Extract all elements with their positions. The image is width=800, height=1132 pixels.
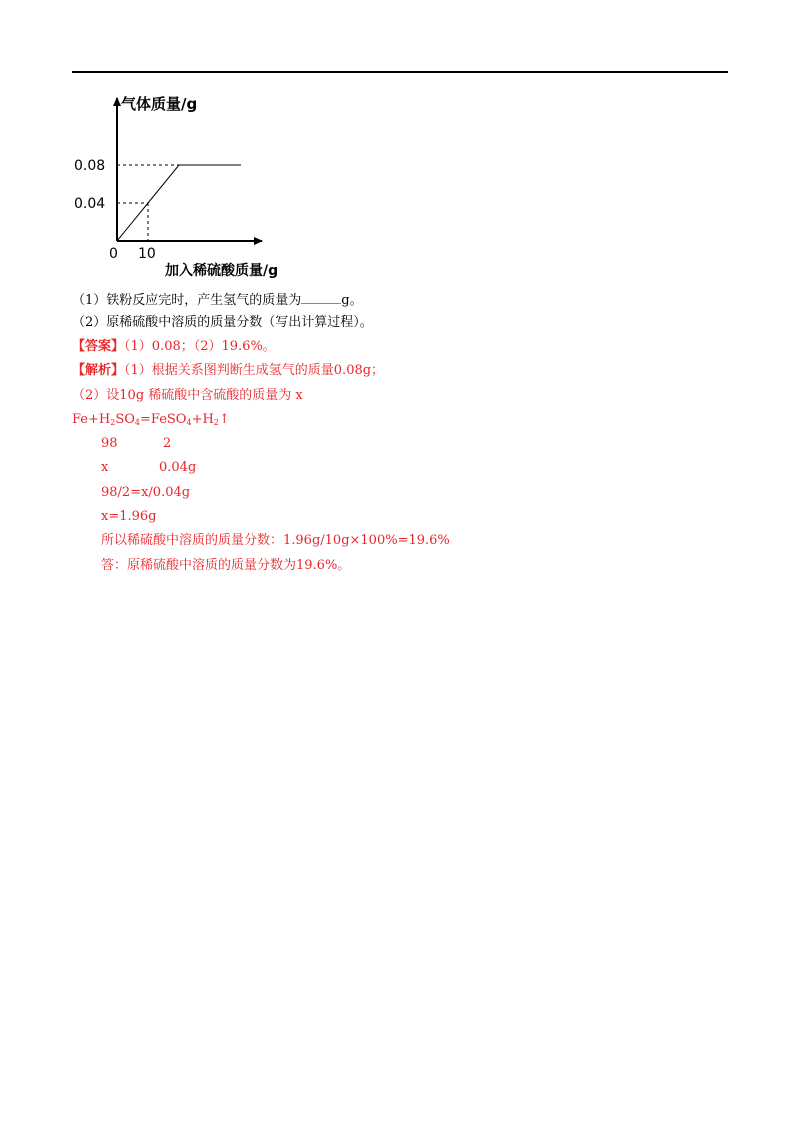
answer-line xyxy=(72,338,276,356)
origin-label: 0 xyxy=(109,246,118,262)
y-axis-label: 气体质量/g xyxy=(121,95,198,113)
gas-arrow: ↑ xyxy=(218,412,230,427)
ratio-x: x xyxy=(101,460,109,475)
answer-blank[interactable] xyxy=(301,290,341,304)
question-1 xyxy=(72,290,363,310)
ratio-004: 0.04g xyxy=(159,460,197,475)
gas-mass-chart xyxy=(60,88,280,283)
conclusion: 答：原稀硫酸中溶质的质量分数为19.6%。 xyxy=(101,558,351,573)
x-tick-label: 10 xyxy=(138,246,156,262)
ratio-98: 98 xyxy=(101,436,118,451)
analysis-line-2: （2）设10g 稀硫酸中含硫酸的质量为 x xyxy=(72,388,303,403)
eq-part: =FeSO xyxy=(140,412,187,427)
proportion: 98/2=x/0.04g xyxy=(101,485,191,500)
eq-part: +H xyxy=(191,412,214,427)
header-rule xyxy=(72,71,728,73)
analysis-label: 【解析】 xyxy=(72,363,125,378)
analysis-line xyxy=(72,362,384,380)
eq-part: SO xyxy=(115,412,135,427)
mass-fraction: 所以稀硫酸中溶质的质量分数：1.96g/10g×100%=19.6% xyxy=(101,533,450,548)
ratio-2: 2 xyxy=(163,436,172,451)
eq-part: Fe+H xyxy=(72,412,111,427)
chemical-equation xyxy=(72,411,230,432)
question-2: （2）原稀硫酸中溶质的质量分数（写出计算过程）。 xyxy=(72,315,373,330)
question-1-text: （1）铁粉反应完时，产生氢气的质量为 xyxy=(72,293,302,308)
solution: x=1.96g xyxy=(101,509,157,524)
y-tick-label: 0.04 xyxy=(74,196,106,212)
answer-label: 【答案】 xyxy=(72,339,125,354)
question-1-unit: g。 xyxy=(341,293,363,308)
eq-sub: 4 xyxy=(134,418,140,427)
y-tick-label: 0.08 xyxy=(74,158,106,174)
eq-sub: 2 xyxy=(110,418,116,427)
analysis-text: （1）根据关系图判断生成氢气的质量0.08g； xyxy=(124,363,385,378)
x-axis-label: 加入稀硫酸质量/g xyxy=(165,263,279,279)
eq-sub: 4 xyxy=(186,418,192,427)
eq-sub: 2 xyxy=(213,418,219,427)
answer-text: （1）0.08；（2）19.6%。 xyxy=(124,339,276,354)
